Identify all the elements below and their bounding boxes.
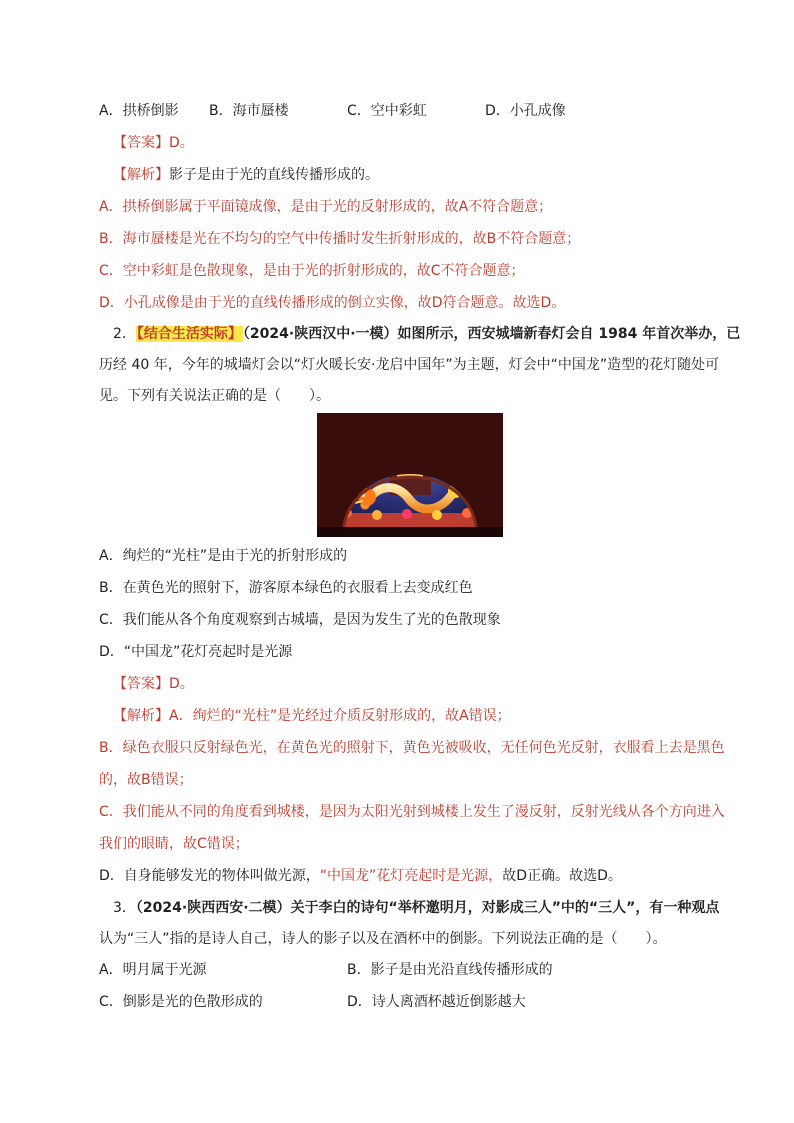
q2-analysis-b2: 的，故B错误； <box>99 772 193 788</box>
q1-analysis-d: D．小孔成像是由于光的直线传播形成的倒立实像，故D符合题意。故选D。 <box>99 295 566 311</box>
q2-number: 2． <box>113 326 136 342</box>
q2-option-a: A．绚烂的“光柱”是由于光的折射形成的 <box>99 548 348 564</box>
q1-analysis-intro: 影子是由于光的直线传播形成的。 <box>169 167 379 183</box>
q3-option-a: A．明月属于光源 <box>99 962 207 978</box>
q1-analysis-a: A．拱桥倒影属于平面镜成像，是由于光的反射形成的，故A不符合题意； <box>99 199 553 215</box>
q2-option-c: C．我们能从各个角度观察到古城墙，是因为发生了光的色散现象 <box>99 612 501 628</box>
q2-answer-value: D。 <box>169 676 194 692</box>
q1-analysis-c: C．空中彩虹是色散现象，是由于光的折射形成的，故C不符合题意； <box>99 263 525 279</box>
q2-analysis-c1: C．我们能从不同的角度看到城楼，是因为太阳光射到城楼上发生了漫反射，反射光线从各个方向进入 <box>99 804 725 820</box>
q2-stem-line3: 见。下列有关说法正确的是（ ）。 <box>99 388 330 404</box>
q2-stem-line2: 历经 40 年，今年的城墙灯会以“灯火暖长安·龙启中国年”为主题，灯会中“中国龙”造型的花灯随处可 <box>99 357 720 373</box>
q2-analysis-label: 【解析】 <box>113 708 169 724</box>
q2-analysis-b1: B．绿色衣服只反射绿色光，在黄色光的照射下，黄色光被吸收，无任何色光反射，衣服看上去是黑色 <box>99 740 725 756</box>
q2-option-b: B．在黄色光的照射下，游客原本绿色的衣服看上去变成红色 <box>99 580 473 596</box>
q3-stem-line2: 认为“三人”指的是诗人自己，诗人的影子以及在酒杯中的倒影。下列说法正确的是（ ）。 <box>99 931 667 947</box>
q2-analysis-c2: 我们的眼睛，故C错误； <box>99 836 249 852</box>
q3-option-d: D．诗人离酒杯越近倒影越大 <box>347 994 526 1010</box>
q2-stem-1: （2024·陕西汉中·一模）如图所示，西安城墙新春灯会自 1984 年首次举办，已 <box>242 326 741 342</box>
q1-analysis-b: B．海市蜃楼是光在不均匀的空气中传播时发生折射形成的，故B不符合题意； <box>99 231 581 247</box>
lantern-festival-illustration <box>317 413 503 537</box>
q2-analysis-d-end: 故D正确。故选D。 <box>502 868 622 884</box>
q2-answer-label: 【答案】 <box>113 676 169 692</box>
q2-analysis-a-line <box>113 707 734 725</box>
q1-analysis <box>113 166 734 184</box>
q3-stem-line1 <box>113 899 734 917</box>
q2-analysis-a: A．绚烂的“光柱”是光经过介质反射形成的，故A错误； <box>169 708 511 724</box>
q3-number: 3． <box>113 900 136 916</box>
q2-answer <box>113 675 734 693</box>
q2-analysis-d-red: “中国龙”花灯亮起时是光源， <box>319 868 503 884</box>
q3-option-c: C．倒影是光的色散形成的 <box>99 994 263 1010</box>
q3-option-b: B．影子是由光沿直线传播形成的 <box>347 962 553 978</box>
q2-analysis-d-dark: D．自身能够发光的物体叫做光源， <box>99 868 320 884</box>
lantern-festival-photo <box>317 413 503 537</box>
q2-stem-line1 <box>113 325 741 343</box>
q1-option-d: D．小孔成像 <box>485 103 566 119</box>
q1-analysis-label: 【解析】 <box>113 167 169 183</box>
q2-option-d: D．“中国龙”花灯亮起时是光源 <box>99 644 293 660</box>
q1-option-a: A．拱桥倒影 <box>99 103 179 119</box>
q1-option-b: B．海市蜃楼 <box>209 103 289 119</box>
q1-answer <box>113 134 734 152</box>
q3-stem-1: （2024·陕西西安·二模）关于李白的诗句“举杯邀明月，对影成三人”中的“三人”，有一种观点 <box>135 900 720 916</box>
q2-analysis-d-line <box>99 867 734 885</box>
q1-option-c: C．空中彩虹 <box>347 103 427 119</box>
q1-answer-value: D。 <box>169 135 194 151</box>
q2-tag: 【结合生活实际】 <box>136 326 242 342</box>
q1-answer-label: 【答案】 <box>113 135 169 151</box>
